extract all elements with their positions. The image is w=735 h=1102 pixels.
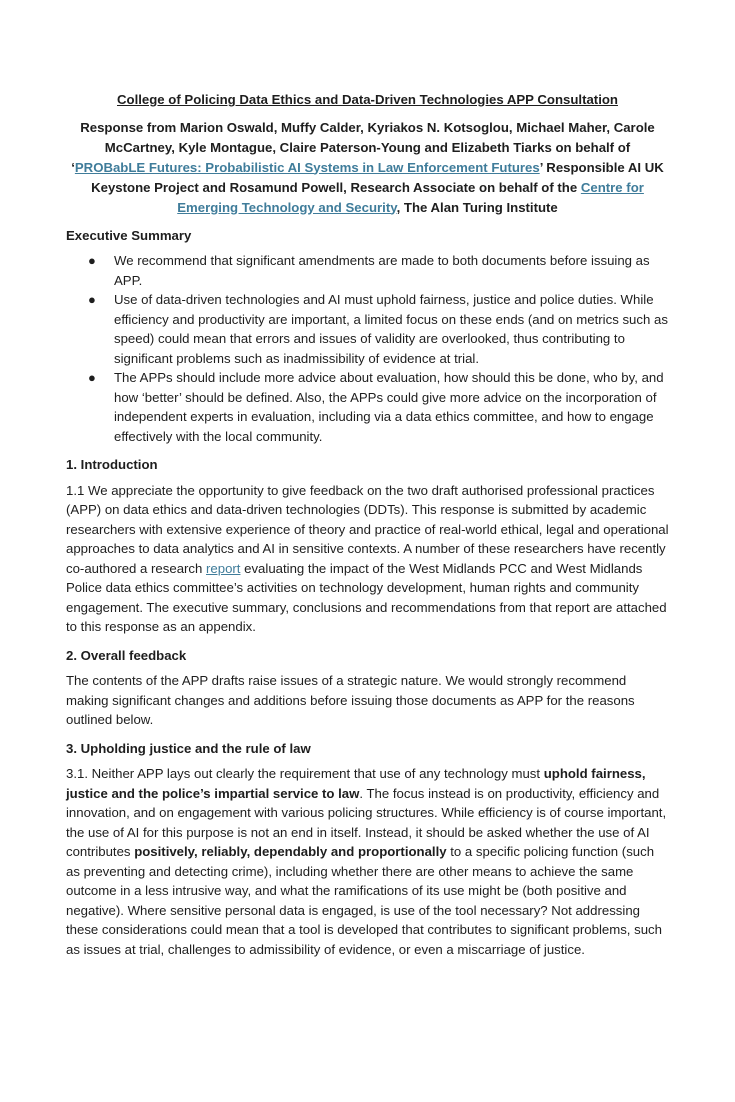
justice-text-2: . The focus instead is on productivity, efficiency and innovation, and on engagement with various policing structures. While efficiency is of course important, the use of AI for this purpose is not an end in itself. Instead, it should be asked whether the use of AI contributes <box>66 785 667 859</box>
list-item <box>88 368 669 446</box>
authors-text-part3: , The Alan Turing Institute <box>396 199 558 215</box>
introduction-paragraph <box>66 481 669 637</box>
intro-text-before: 1.1 We appreciate the opportunity to give feedback on the two draft authorised professional practices (APP) on data ethics and data-driven technologies (DDTs). This response is submitted by academic researchers with extensive experience of theory and practice of real-world ethical, legal and operational approaches to data analytics and AI in sensitive contexts. A number of these researchers have recently co-authored a research <box>66 482 669 576</box>
introduction-heading: 1. Introduction <box>66 457 158 472</box>
justice-bold-2: positively, reliably, dependably and proportionally <box>134 844 447 859</box>
authors-statement <box>66 118 669 218</box>
executive-summary-heading: Executive Summary <box>66 227 192 243</box>
upholding-justice-paragraph <box>66 764 669 959</box>
justice-bold-1: uphold fairness, justice and the police’s impartial service to law <box>66 766 646 801</box>
cets-link[interactable]: Centre for Emerging Technology and Security <box>177 179 644 215</box>
report-link[interactable]: report <box>206 560 241 576</box>
list-item <box>88 251 669 290</box>
list-item <box>88 290 669 368</box>
intro-text-after: evaluating the impact of the West Midlands PCC and West Midlands Police data ethics committee’s activities on technology development, human rights and community engagement. The executive summary, conclusions and recommendations from that report are attached to this response as an appendix. <box>66 560 667 634</box>
probable-futures-link[interactable]: PROBabLE Futures: Probabilistic AI Systems in Law Enforcement Futures <box>74 159 540 175</box>
justice-text-3: to a specific policing function (such as preventing and detecting crime), including whether there are other means to achieve the same outcome in a less intrusive way, and what the ramifications of its use might be (both positive and negative). Where sensitive personal data is engaged, is use of the tool necessary? Not addressing these considerations could mean that a tool is developed that contributes to significant problems, such as issues at trial, challenges to admissibility of evidence, or even a miscarriage of justice. <box>66 844 662 957</box>
bullet-text: Use of data-driven technologies and AI must uphold fairness, justice and police duties. While efficiency and productivity are important, a limited focus on these ends (and on metrics such as speed) could mean that errors and issues of validity are overlooked, thus contributing to significant problems such as inadmissibility of evidence at trial. <box>114 292 668 366</box>
bullet-text: The APPs should include more advice about evaluation, how should this be done, who by, and how ‘better’ should be defined. Also, the APPs could give more advice on the incorporation of independent experts in evaluation, including via a data ethics committee, and how to engage effectively with the local community. <box>114 370 664 444</box>
document-title: College of Policing Data Ethics and Data-Driven Technologies APP Consultation <box>117 92 618 107</box>
authors-text-part1: Response from Marion Oswald, Muffy Calder, Kyriakos N. Kotsoglou, Michael Maher, Carole McCartney, Kyle Montague, Claire Paterson-Young and Elizabeth Tiarks on behalf of ‘ <box>71 119 655 175</box>
justice-text-1: 3.1. Neither APP lays out clearly the requirement that use of any technology must <box>66 766 544 781</box>
authors-text-part2: ’ Responsible AI UK Keystone Project and Rosamund Powell, Research Associate on behalf of the <box>91 159 664 195</box>
upholding-justice-heading: 3. Upholding justice and the rule of law <box>66 740 311 756</box>
overall-feedback-heading: 2. Overall feedback <box>66 647 187 663</box>
executive-summary-list <box>66 251 669 446</box>
bullet-icon: ● <box>88 370 96 385</box>
overall-feedback-paragraph: The contents of the APP drafts raise issues of a strategic nature. We would strongly recommend making significant changes and additions before issuing those documents as APP for the reasons outlined below. <box>66 673 635 727</box>
bullet-icon: ● <box>88 253 96 268</box>
bullet-icon: ● <box>88 292 96 307</box>
bullet-text: We recommend that significant amendments are made to both documents before issuing as APP. <box>114 253 650 288</box>
